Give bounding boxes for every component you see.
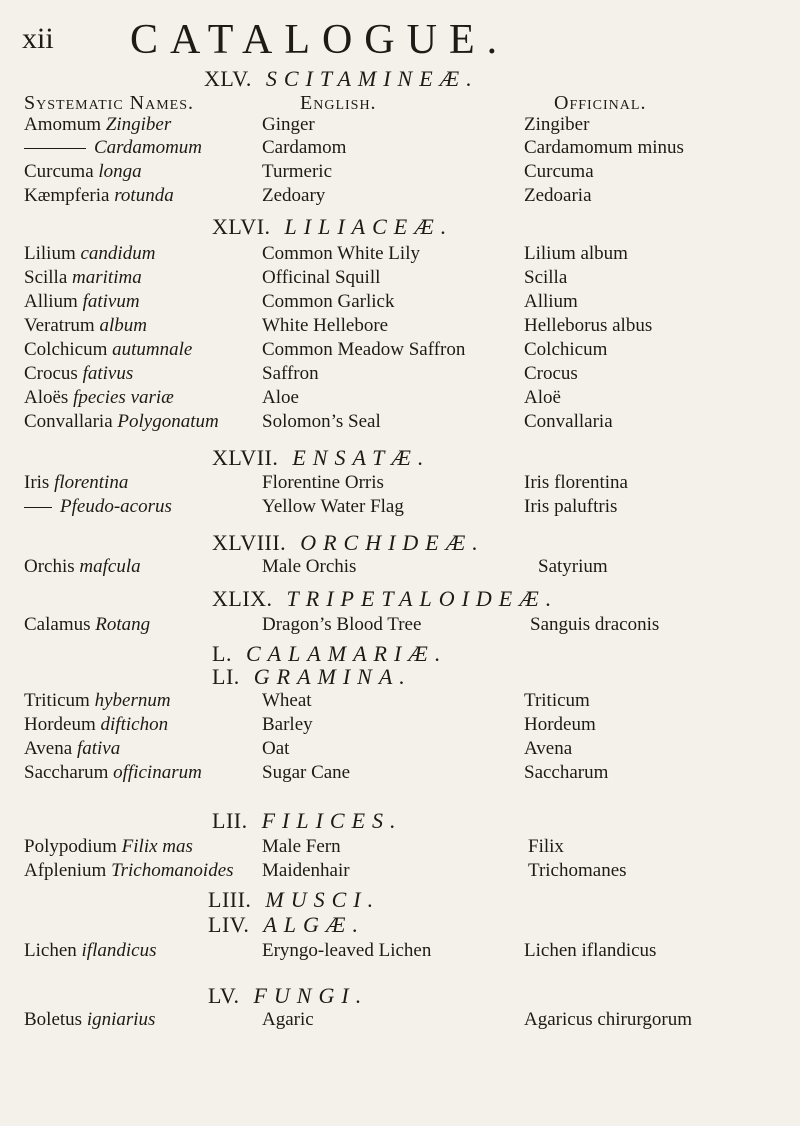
running-title: CATALOGUE. [130,17,510,63]
officinal-name: Allium [524,291,578,312]
systematic-name: Calamus Rotang [24,614,151,635]
officinal-name: Zingiber [524,114,590,135]
english-name: Officinal Squill [262,267,381,288]
systematic-name: Convallaria Polygonatum [24,411,219,432]
section-heading [208,887,380,913]
section-heading [208,912,365,938]
english-name: Dragon’s Blood Tree [262,614,422,635]
english-name: Male Fern [262,836,341,857]
systematic-name: Avena fativa [24,738,121,759]
systematic-name: Hordeum diftichon [24,714,169,735]
systematic-name: Cardamomum [24,137,202,159]
officinal-name: Hordeum [524,714,596,735]
systematic-name: Amomum Zingiber [24,114,172,135]
english-name: Zedoary [262,185,326,206]
officinal-name: Saccharum [524,762,609,783]
officinal-name: Lilium album [524,243,628,264]
officinal-name: Sanguis draconis [530,614,660,635]
section-number: LII. [212,808,248,833]
systematic-name: Afplenium Trichomanoides [24,860,234,881]
section-heading [212,530,485,556]
officinal-name: Satyrium [538,556,608,577]
section-heading [212,586,558,612]
english-name: Cardamom [262,137,347,158]
english-name: Agaric [262,1009,314,1030]
section-name: ORCHIDEÆ. [300,530,485,555]
section-name: MUSCI. [265,887,381,912]
section-name: GRAMINA. [253,664,412,689]
systematic-name: Orchis mafcula [24,556,141,577]
english-name: White Hellebore [262,315,389,336]
officinal-name: Iris paluftris [524,496,618,517]
section-number: XLIX. [212,586,273,611]
section-heading [212,445,430,471]
systematic-name: Triticum hybernum [24,690,171,711]
section-heading [212,664,412,690]
officinal-name: Cardamomum minus [524,137,684,158]
officinal-name: Colchicum [524,339,608,360]
systematic-name: Allium fativum [24,291,140,312]
systematic-name: Curcuma longa [24,161,142,182]
english-name: Florentine Orris [262,472,384,493]
english-name: Male Orchis [262,556,357,577]
english-name: Aloe [262,387,299,408]
section-number: L. [212,641,232,666]
english-name: Common White Lily [262,243,420,264]
systematic-name: Iris florentina [24,472,129,493]
english-name: Eryngo-leaved Lichen [262,940,432,961]
officinal-name: Crocus [524,363,578,384]
english-name: Oat [262,738,290,759]
english-name: Ginger [262,114,315,135]
english-name: Sugar Cane [262,762,351,783]
section-name: ALGÆ. [263,912,365,937]
section-name: SCITAMINEÆ. [265,66,479,91]
page-number: xii [22,22,54,55]
systematic-name: Aloës fpecies variæ [24,387,174,408]
english-name: Maidenhair [262,860,350,881]
section-number: XLVI. [212,214,271,239]
section-heading [212,214,453,240]
officinal-name: Agaricus chirurgorum [524,1009,692,1030]
section-heading [208,983,368,1009]
section-heading [204,66,479,92]
officinal-name: Avena [524,738,573,759]
section-name: TRIPETALOIDEÆ. [286,586,559,611]
column-header-english: English. [300,92,377,114]
officinal-name: Scilla [524,267,568,288]
systematic-name: Polypodium Filix mas [24,836,193,857]
section-number: LI. [212,664,240,689]
systematic-name: Scilla maritima [24,267,142,288]
column-header-officinal: Officinal. [554,92,647,114]
officinal-name: Aloë [524,387,561,408]
systematic-name: Pfeudo-acorus [24,496,172,518]
section-number: XLVII. [212,445,279,470]
systematic-name: Crocus fativus [24,363,134,384]
officinal-name: Trichomanes [528,860,627,881]
systematic-name: Saccharum officinarum [24,762,202,783]
officinal-name: Lichen iflandicus [524,940,657,961]
officinal-name: Helleborus albus [524,315,653,336]
section-name: FUNGI. [253,983,369,1008]
officinal-name: Convallaria [524,411,613,432]
officinal-name: Zedoaria [524,185,592,206]
english-name: Turmeric [262,161,333,182]
officinal-name: Triticum [524,690,590,711]
section-name: ENSATÆ. [292,445,431,470]
section-number: LV. [208,983,240,1008]
section-name: FILICES. [261,808,403,833]
section-number: LIV. [208,912,250,937]
english-name: Common Meadow Saffron [262,339,466,360]
section-number: LIII. [208,887,252,912]
section-name: CALAMARIÆ. [245,641,448,666]
column-header-systematic: Systematic Names. [24,92,195,114]
ditto-dash [24,507,52,508]
systematic-name: Boletus igniarius [24,1009,156,1030]
english-name: Saffron [262,363,319,384]
officinal-name: Filix [528,836,564,857]
section-name: LILIACEÆ. [284,214,454,239]
english-name: Solomon’s Seal [262,411,381,432]
english-name: Common Garlick [262,291,395,312]
systematic-name: Lichen iflandicus [24,940,157,961]
ditto-dash [24,148,86,149]
english-name: Wheat [262,690,312,711]
systematic-name: Lilium candidum [24,243,156,264]
section-number: XLV. [204,66,252,91]
systematic-name: Veratrum album [24,315,147,336]
officinal-name: Iris florentina [524,472,628,493]
section-number: XLVIII. [212,530,287,555]
english-name: Barley [262,714,313,735]
english-name: Yellow Water Flag [262,496,404,517]
systematic-name: Colchicum autumnale [24,339,193,360]
systematic-name: Kæmpferia rotunda [24,185,174,206]
officinal-name: Curcuma [524,161,594,182]
section-heading [212,808,403,834]
